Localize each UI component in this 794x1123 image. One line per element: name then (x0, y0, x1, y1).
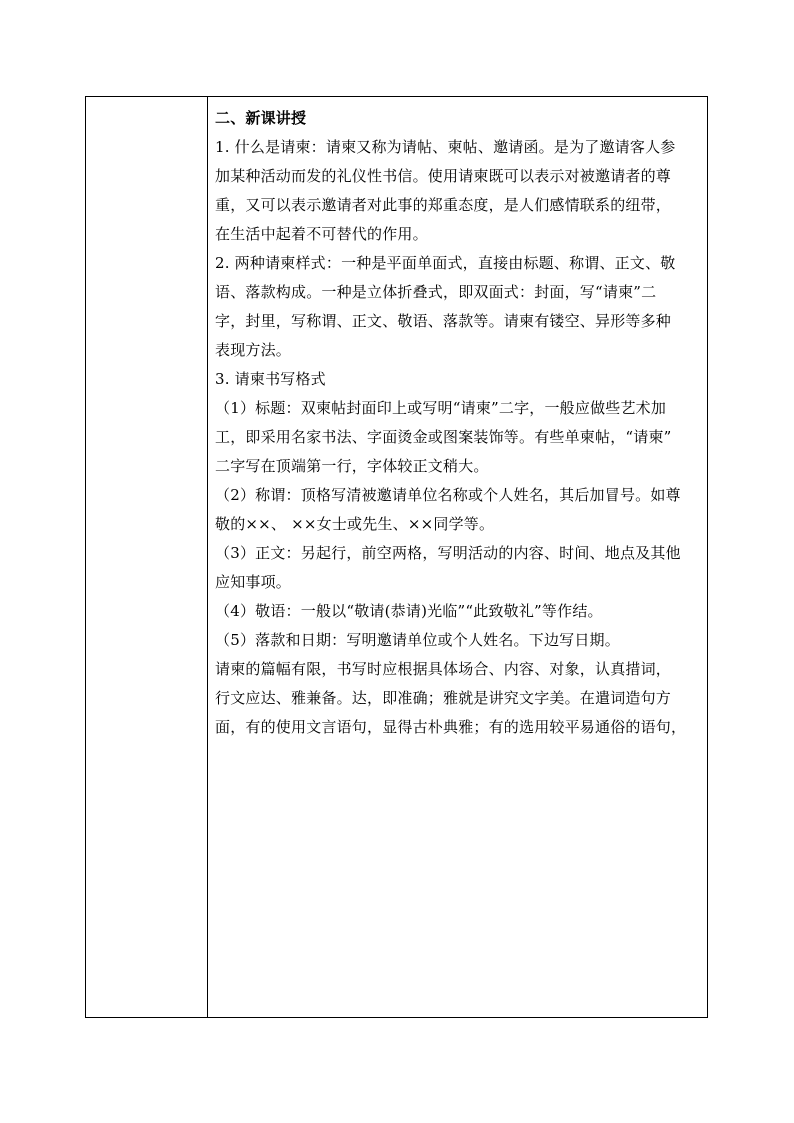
text-line: 字，封里，写称谓、正文、敬语、落款等。请柬有镂空、异形等多种 (215, 312, 672, 330)
text-line: 行文应达、雅兼备。达，即准确；雅就是讲究文字美。在遣词造句方 (215, 689, 672, 707)
text-line: （1）标题：双柬帖封面印上或写明“请柬”二字，一般应做些艺术加 (215, 399, 667, 417)
text-line: 面，有的使用文言语句，显得古朴典雅；有的选用较平易通俗的语句， (215, 718, 687, 736)
text-line: 1. 什么是请柬：请柬又称为请帖、柬帖、邀请函。是为了邀请客人参 (215, 138, 676, 156)
text-line: 3. 请柬书写格式 (215, 370, 326, 388)
text-line: 加某种活动而发的礼仪性书信。使用请柬既可以表示对被邀请者的尊 (215, 167, 672, 185)
text-line: 表现方法。 (215, 341, 292, 359)
left-column-cell (86, 97, 208, 1017)
text-line: （3）正文：另起行，前空两格，写明活动的内容、时间、地点及其他 (215, 544, 681, 562)
text-line: 2. 两种请柬样式：一种是平面单面式，直接由标题、称谓、正文、敬 (215, 254, 676, 272)
text-line: 在生活中起着不可替代的作用。 (215, 225, 428, 243)
text-line: （4）敬语：一般以“敬请(恭请)光临”“此致敬礼”等作结。 (215, 602, 603, 620)
text-line: 语、落款构成。一种是立体折叠式，即双面式：封面，写“请柬”二 (215, 283, 657, 301)
text-line: 工，即采用名家书法、字面烫金或图案装饰等。有些单柬帖，“请柬” (215, 428, 672, 446)
text-line: 敬的××、 ××女士或先生、××同学等。 (215, 515, 495, 533)
text-line: 重，又可以表示邀请者对此事的郑重态度，是人们感情联系的纽带， (215, 196, 672, 214)
text-line: 应知事项。 (215, 573, 292, 591)
text-line: （5）落款和日期：写明邀请单位或个人姓名。下边写日期。 (215, 631, 620, 649)
section-heading: 二、新课讲授 (215, 109, 307, 127)
text-line: 请柬的篇幅有限，书写时应根据具体场合、内容、对象，认真措词， (215, 660, 672, 678)
content-cell (208, 97, 707, 1017)
text-line: 二字写在顶端第一行，字体较正文稍大。 (215, 457, 489, 475)
text-line: （2）称谓：顶格写清被邀请单位名称或个人姓名，其后加冒号。如尊 (215, 486, 681, 504)
lesson-table (85, 96, 708, 1018)
